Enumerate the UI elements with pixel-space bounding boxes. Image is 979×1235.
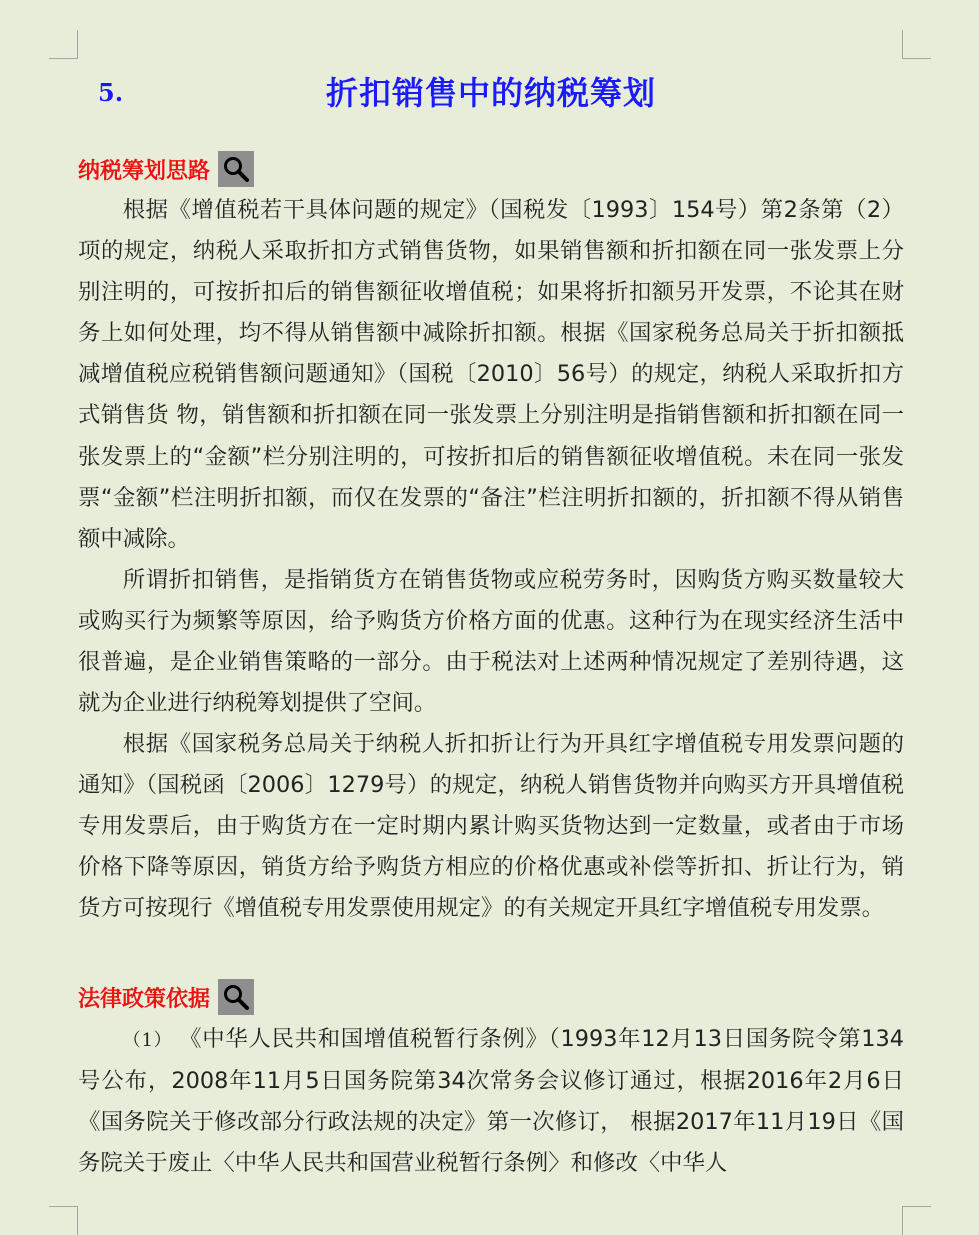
body-paragraph: 所谓折扣销售，是指销货方在销售货物或应税劳务时，因购货方购买数量较大或购买行为频繁等原因，给予购货方价格方面的优惠。这种行为在现实经济生活中很普遍，是企业销售策略的一部分。由于税法对上述两种情况规定了差别待遇，这就为企业进行纳税筹划提供了空间。 bbox=[78, 567, 904, 717]
search-icon[interactable] bbox=[218, 979, 254, 1015]
section-heading-planning-ideas bbox=[78, 150, 254, 188]
crop-mark-bottom-right bbox=[902, 1206, 931, 1235]
body-paragraph: 根据《增值税若干具体问题的规定》（国税发〔1993〕154号）第2条第（2）项的规定，纳税人采取折扣方式销售货物，如果销售额和折扣额在同一张发票上分别注明的，可按折扣后的销售额征收增值税；如果将折扣额另开发票，不论其在财务上如何处理，均不得从销售额中减除折扣额。根据《国家税务总局关于折扣额抵减增值税应税销售额问题通知》（国税〔2010〕56号）的规定，纳税人采取折扣方式销售货 物，销售额和折扣额在同一张发票上分别注明是指销售额和折扣额在同一张发票上的“金额”栏分别注明的，可按折扣后的销售额征收增值税。未在同一张发票“金额”栏注明折扣额，而仅在发票的“备注”栏注明折扣额的，折扣额不得从销售额中减除。 bbox=[78, 197, 904, 552]
item-text: 《中华人民共和国增值税暂行条例》（1993年12月13日国务院令第134号公布，2008年11月5日国务院第34次常务会议修订通过，根据2016年2月6日《国务院关于修改部分行政法规的决定》第一次修订， 根据2017年11月19日《国务院关于废止〈中华人民共和国营业税暂行条例〉和修改〈中华人 bbox=[78, 1026, 905, 1177]
section-heading-text: 法律政策依据 bbox=[78, 986, 211, 1012]
body-paragraph: 根据《国家税务总局关于纳税人折扣折让行为开具红字增值税专用发票问题的通知》（国税函〔2006〕1279号）的规定，纳税人销售货物并向购买方开具增值税专用发票后，由于购货方在一定时期内累计购买货物达到一定数量，或者由于市场价格下降等原因，销货方给予购货方相应的价格优惠或补偿等折扣、折让行为，销货方可按现行《增值税专用发票使用规定》的有关规定开具红字增值税专用发票。 bbox=[78, 731, 904, 922]
item-number: （1） bbox=[122, 1030, 173, 1051]
title-row bbox=[78, 68, 904, 114]
section-heading-text: 纳税筹划思路 bbox=[78, 158, 211, 184]
title-number: 5. bbox=[98, 78, 124, 107]
crop-mark-top-right bbox=[902, 30, 931, 59]
search-icon[interactable] bbox=[218, 151, 254, 187]
legal-basis-item bbox=[78, 1019, 904, 1184]
section-heading-legal-basis bbox=[78, 978, 254, 1016]
crop-mark-bottom-left bbox=[49, 1206, 78, 1235]
crop-mark-top-left bbox=[49, 30, 78, 59]
page-title: 折扣销售中的纳税筹划 bbox=[325, 74, 656, 112]
